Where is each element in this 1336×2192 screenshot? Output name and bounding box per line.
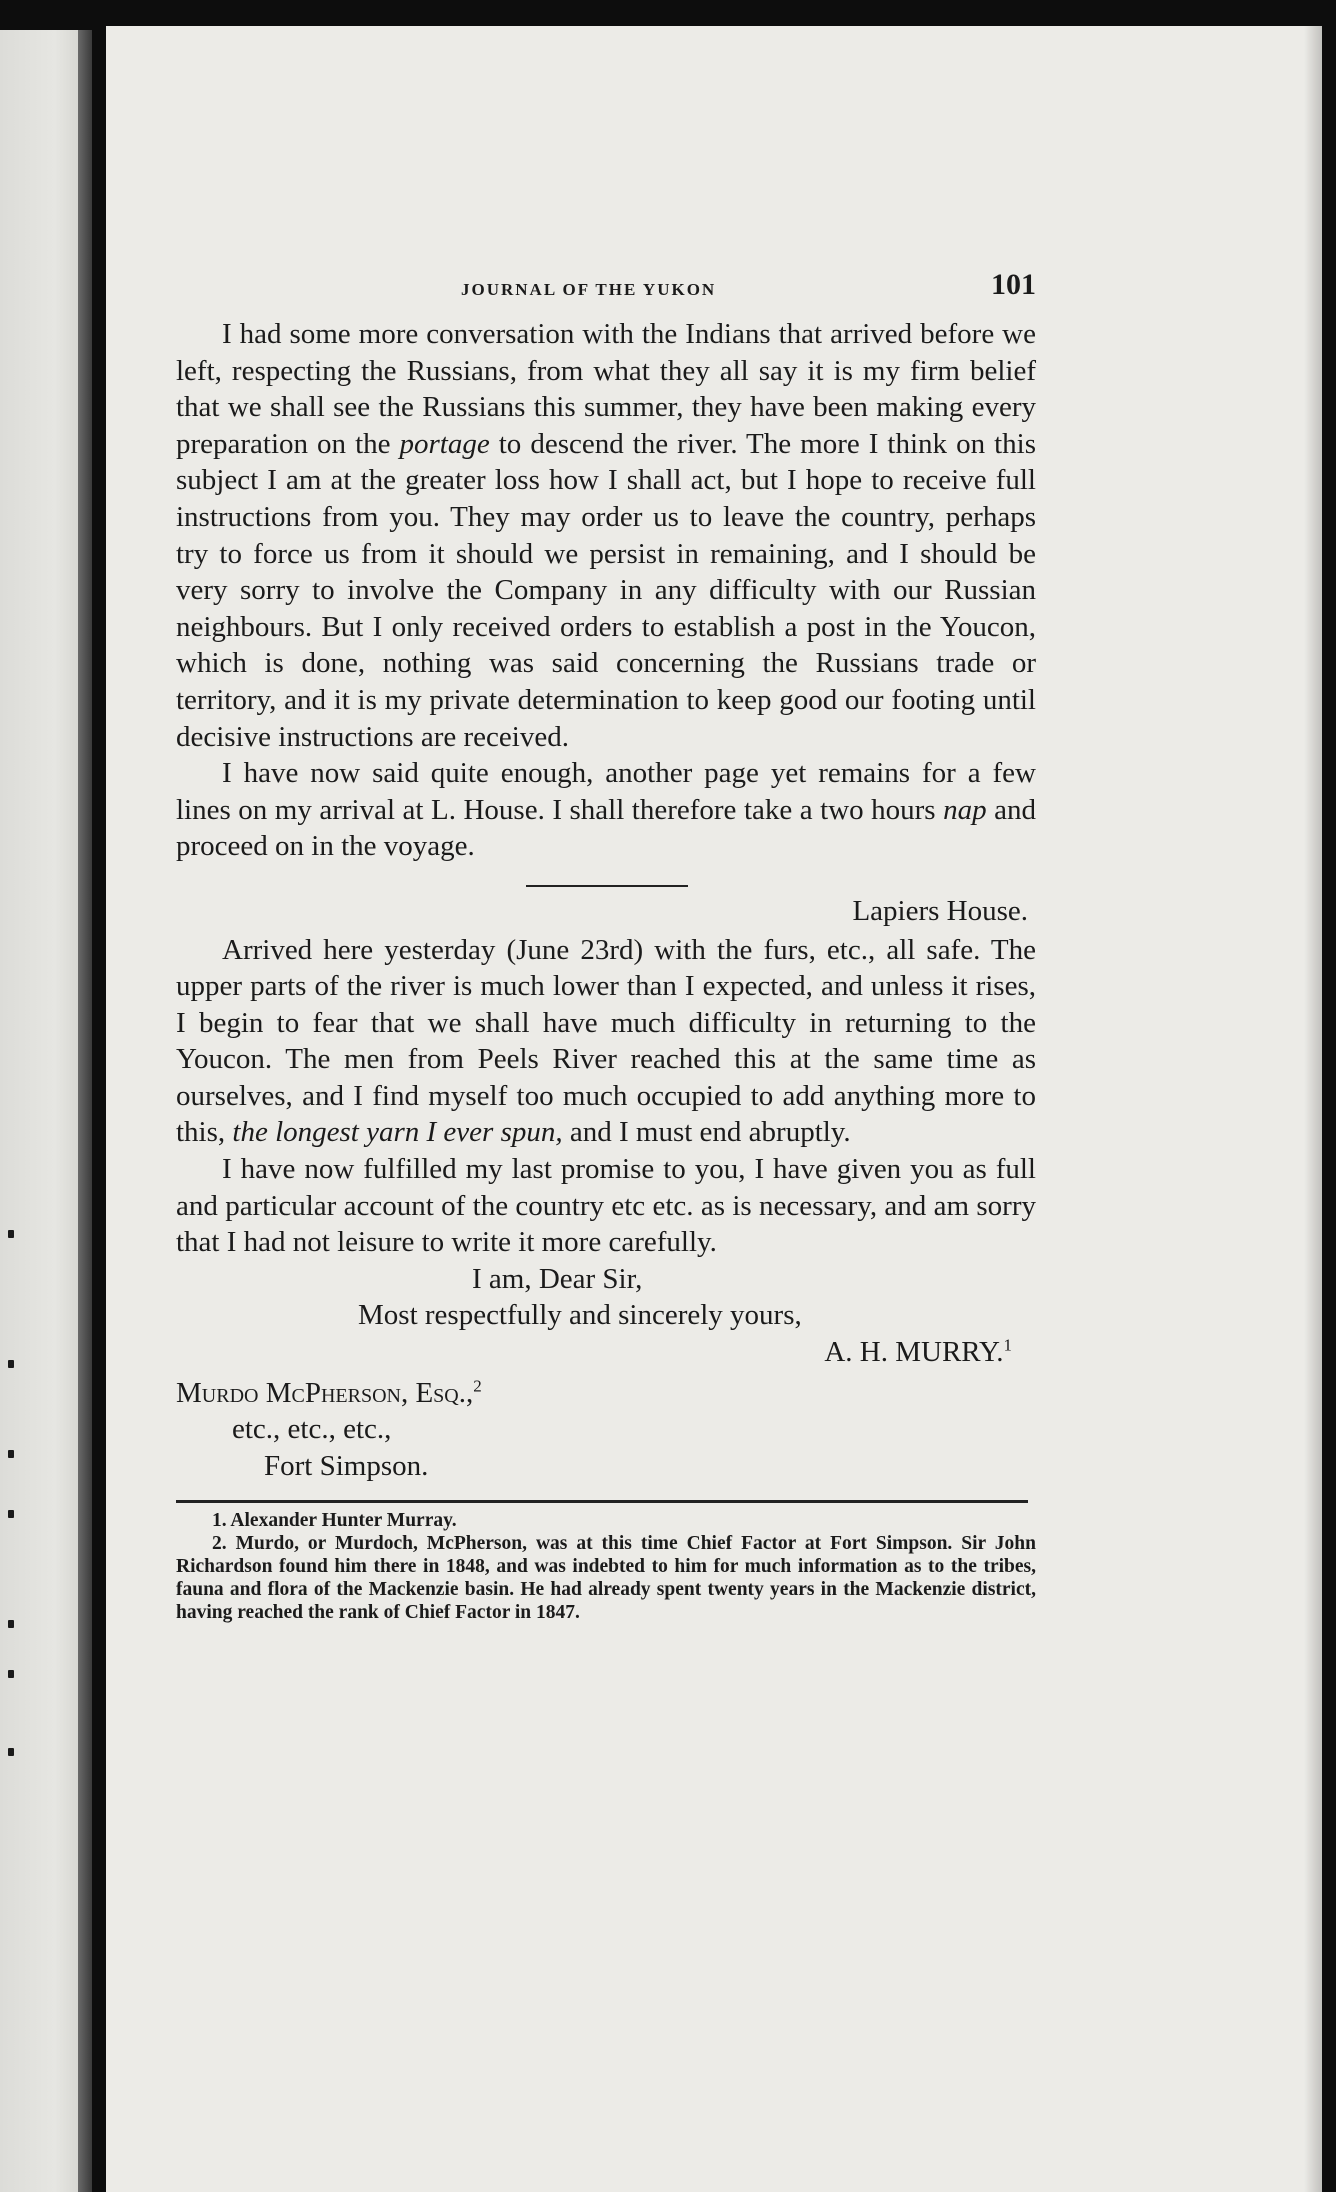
signature bbox=[176, 1334, 1036, 1371]
edge-letter-mark bbox=[8, 1230, 14, 1238]
paragraph-arrival bbox=[176, 932, 1036, 1152]
edge-letter-mark bbox=[8, 1360, 14, 1368]
text-run: I have now said quite enough, another page yet remains for a few lines on my arrival at L. House. I shall therefore take a two hours bbox=[176, 757, 1036, 826]
running-head bbox=[176, 256, 1036, 316]
text-run: and I must end abruptly. bbox=[562, 1116, 851, 1149]
footnote-ref: 1 bbox=[1003, 1335, 1012, 1355]
text-run: to descend the river. The more I think on this subject I am at the greater loss how I shall act, but I hope to receive full instructions from you. They may order us to leave the country, perhaps try to force us from it should we persist in remaining, and I should be very sorry to involve the Company in any difficulty with our Russian neighbours. But I only received orders to establish a post in the Youcon, which is done, nothing was said concerning the Russians trade or territory, and it is my private determination to keep good our footing until decisive instructions are received. bbox=[176, 427, 1036, 753]
addressee-location: Fort Simpson. bbox=[264, 1449, 429, 1482]
edge-letter-mark bbox=[8, 1510, 14, 1518]
footnote-rule bbox=[176, 1500, 1028, 1503]
footnote: 2. Murdo, or Murdoch, McPherson, was at this time Chief Factor at Fort Simpson. Sir John Richardson found him there in 1848, and was indebted to him for much information as to the tribes, fauna and flora of the Mackenzie basin. He had already spent twenty years in the Mackenzie district, having reached the rank of Chief Factor in 1847. bbox=[176, 1533, 1036, 1624]
valediction: Most respectfully and sincerely yours, bbox=[358, 1299, 802, 1332]
footnote-ref: 2 bbox=[473, 1375, 482, 1395]
paragraph-nap bbox=[176, 755, 1036, 865]
text-run: Arrived here yesterday (June 23rd) with the furs, etc., all safe. The upper parts of the river is much lower than I expected, and unless it rises, I begin to fear that we shall have much difficulty in returning to the Youcon. The men from Peels River reached this at the same time as ourselves, and I find myself too much occupied to add anything more to this, bbox=[176, 933, 1036, 1149]
italic-phrase: the longest yarn I ever spun, bbox=[232, 1116, 563, 1149]
paragraph-promise: I have now fulfilled my last promise to you, I have given you as full and particular account of the country etc etc. as is necessary, and am sorry that I had not leisure to write it more carefully. bbox=[176, 1153, 1036, 1259]
italic-word: nap bbox=[943, 793, 987, 826]
footnote: 1. Alexander Hunter Murray. bbox=[212, 1510, 457, 1532]
addressee-name bbox=[176, 1375, 1036, 1412]
signature-name: A. H. MURRY. bbox=[824, 1336, 1004, 1369]
footnotes bbox=[176, 1509, 1036, 1624]
edge-letter-mark bbox=[8, 1748, 14, 1756]
edge-letter-mark bbox=[8, 1450, 14, 1458]
page-number: 101 bbox=[991, 268, 1036, 301]
running-head-title: JOURNAL OF THE YUKON bbox=[461, 280, 717, 299]
italic-word: portage bbox=[399, 427, 490, 460]
previous-page-edge bbox=[0, 30, 92, 2192]
book-spine-shadow bbox=[78, 30, 92, 2192]
page-text-block bbox=[176, 256, 1036, 1624]
edge-letter-mark bbox=[8, 1670, 14, 1678]
section-divider bbox=[526, 885, 688, 887]
paragraph-russians bbox=[176, 316, 1036, 755]
text-run: I had some more conversation with the Indians that arrived before we left, respecting the Russians, from what they all say it is my firm belief that we shall see the Russians this summer, they have been making every preparation on the bbox=[176, 318, 1036, 460]
addressee-line: etc., etc., etc., bbox=[232, 1413, 392, 1446]
page-edge-shadow bbox=[1304, 26, 1322, 2192]
edge-letter-mark bbox=[8, 1620, 14, 1628]
addressee-text: Murdo McPherson, Esq., bbox=[176, 1376, 474, 1409]
place-heading: Lapiers House. bbox=[852, 894, 1028, 927]
text-run: and proceed on in the voyage. bbox=[176, 793, 1036, 863]
salutation: I am, Dear Sir, bbox=[472, 1262, 643, 1295]
